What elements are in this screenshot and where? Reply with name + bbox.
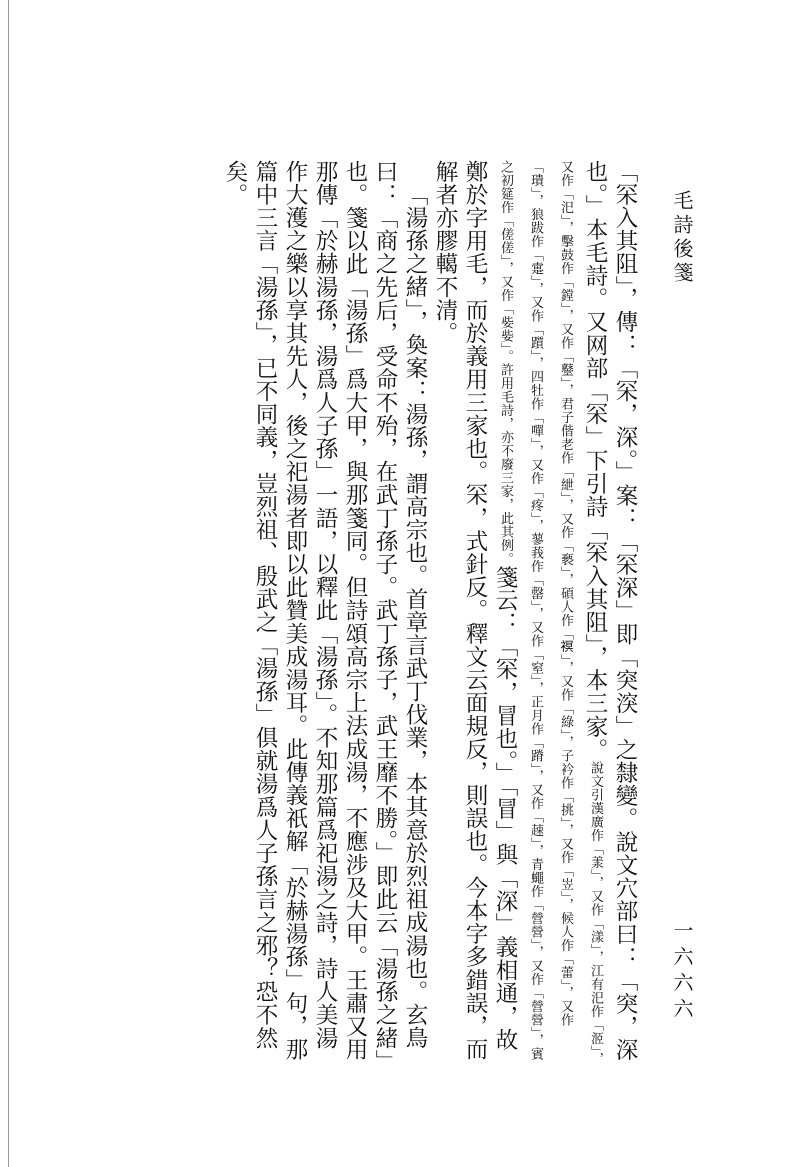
page-number: 一六六六 — [670, 920, 694, 1024]
paragraph-1-continuation: 箋云：「罙，冒也。」「冒」與「深」義相通，故鄭於字用毛，而於義用三家也。罙，式針反。釋文云面規反，則誤也。今本字多錯誤，而解者亦膠轕不清。 — [432, 160, 518, 1061]
running-head-title: 毛詩後箋 — [670, 190, 694, 286]
main-text-block — [110, 160, 640, 1070]
annotation-note: 說文引漢廣作「羕」，又作「漾」，江有汜作「洍」，又作「汜」，擊鼓作「鏜」，又作「鼞」，君子偕老作「紲」，又作「褻」，碩人作「𧜀」，又作「綠」，子衿作「挑」，又作「岦」，候人作「蕾」，又作「璝」，狼跋作「疐」，又作「躓」，四牡作「嘽」，又作「疼」，蓼莪作「罄」，又作「窒」，正月作「蹐」，又作「趚」，青蠅作「營營」，又作「營營」，賓之初筵作「傞傞」，又作「姕姕」。許用毛詩，亦不廢三家，此其例。 — [498, 160, 603, 1066]
page-edge-line — [8, 0, 9, 1167]
paragraph-2: 「湯孫之緒」，奐案：湯孫，謂高宗也。首章言武丁伐業，本其意於烈祖成湯也。玄鳥曰：「商之先后，受命不殆，在武丁孫子。武丁孫子，武王靡不勝。」即此云「湯孫之緒」也。箋以此「湯孫」爲大甲，與那箋同。但詩頌高宗上法成湯，不應涉及大甲。王肅又用那傳「於赫湯孫，湯爲人子孫」一語，以釋此「湯孫」。不知那篇爲祀湯之詩，詩人美湯作大濩之樂以享其先人，後之祀湯者即以此贊美成湯耳。此傳義祇解「於赫湯孫」句，那篇中三言「湯孫」，已不同義，豈烈祖、殷武之「湯孫」俱就湯爲人子孫言之邪？恐不然矣。 — [222, 160, 428, 1062]
paragraph-1-text: 「罙入其阻」，傳：「罙，深。」案：「罙深」即「突湥」之隸變。說文穴部曰：「突，深也。」本毛詩。又网部「罙」下引詩「罙入其阻」，本三家。 — [582, 160, 638, 1062]
paragraph-1 — [430, 160, 640, 1070]
